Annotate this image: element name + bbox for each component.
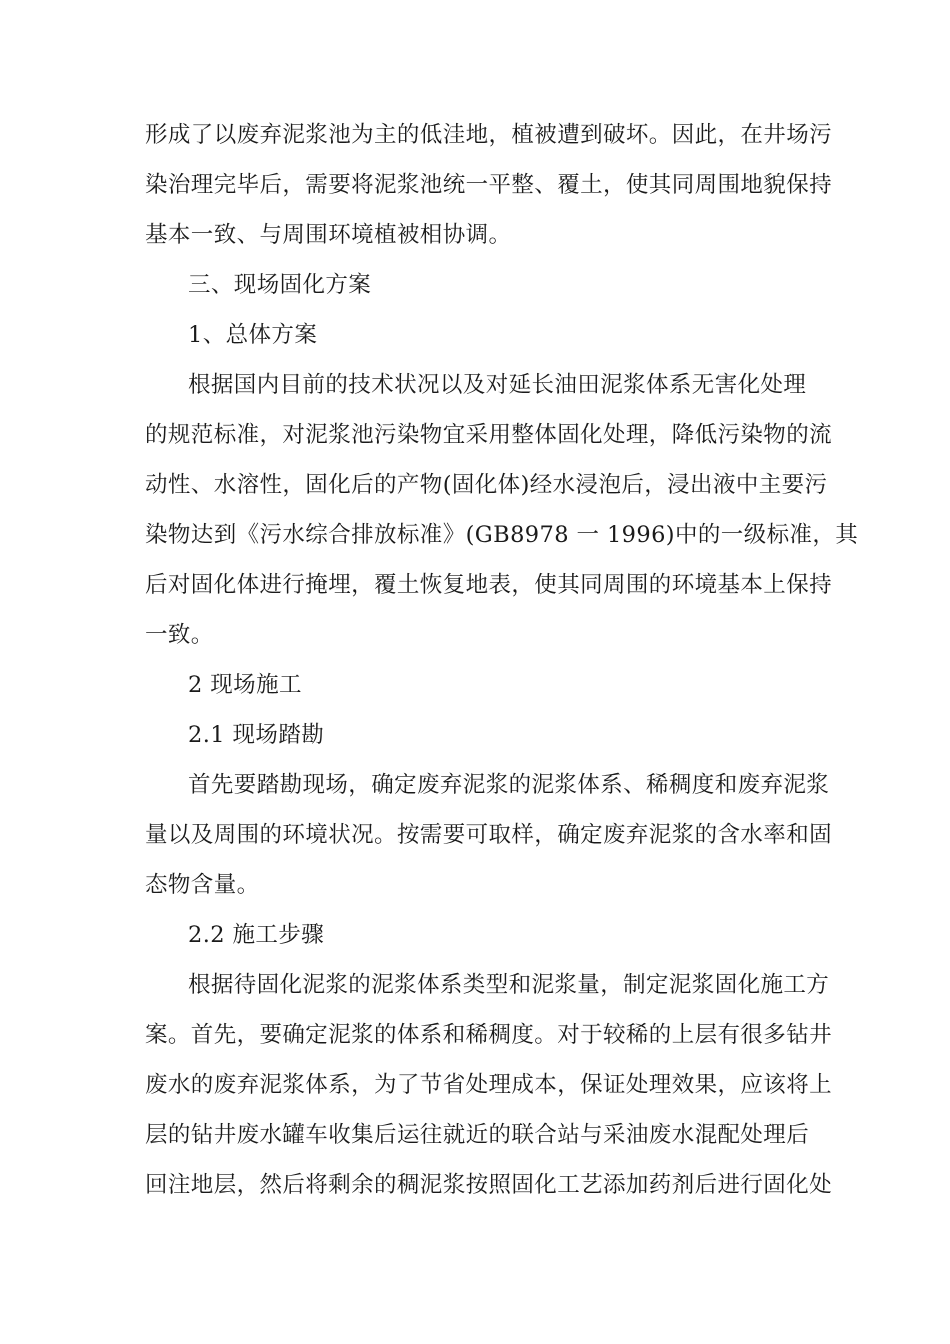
- paragraph-line: 层的钻井废水罐车收集后运往就近的联合站与采油废水混配处理后: [145, 1122, 810, 1148]
- paragraph-line: 回注地层，然后将剩余的稠泥浆按照固化工艺添加药剂后进行固化处: [145, 1172, 833, 1198]
- section-heading: 三、现场固化方案: [188, 272, 372, 298]
- paragraph-line: 案。首先，要确定泥浆的体系和稀稠度。对于较稀的上层有很多钻井: [145, 1022, 833, 1048]
- paragraph-line: 废水的废弃泥浆体系，为了节省处理成本，保证处理效果，应该将上: [145, 1072, 833, 1098]
- paragraph-line: 首先要踏勘现场，确定废弃泥浆的泥浆体系、稀稠度和废弃泥浆: [188, 772, 830, 798]
- paragraph-line: 基本一致、与周围环境植被相协调。: [145, 222, 512, 248]
- paragraph-line: 根据国内目前的技术状况以及对延长油田泥浆体系无害化处理: [188, 372, 807, 398]
- paragraph-line: 形成了以废弃泥浆池为主的低洼地，植被遭到破坏。因此，在井场污: [145, 122, 833, 148]
- paragraph-line: 染治理完毕后，需要将泥浆池统一平整、覆土，使其同周围地貌保持: [145, 172, 833, 198]
- paragraph-line: 的规范标准，对泥浆池污染物宜采用整体固化处理，降低污染物的流: [145, 422, 833, 448]
- subsection-heading: 1、总体方案: [188, 322, 318, 348]
- paragraph-line: 动性、水溶性，固化后的产物(固化体)经水浸泡后，浸出液中主要污: [145, 472, 828, 498]
- subsection-heading: 2.1 现场踏勘: [188, 722, 325, 748]
- paragraph-line: 态物含量。: [145, 872, 260, 898]
- paragraph-line: 一致。: [145, 622, 214, 648]
- paragraph-line: 染物达到《污水综合排放标准》(GB8978 一 1996)中的一级标准，其: [145, 522, 859, 548]
- paragraph-line: 根据待固化泥浆的泥浆体系类型和泥浆量，制定泥浆固化施工方: [188, 972, 830, 998]
- section-heading: 2 现场施工: [188, 672, 302, 698]
- paragraph-line: 量以及周围的环境状况。按需要可取样，确定废弃泥浆的含水率和固: [145, 822, 833, 848]
- paragraph-line: 后对固化体进行掩埋，覆土恢复地表，使其同周围的环境基本上保持: [145, 572, 833, 598]
- subsection-heading: 2.2 施工步骤: [188, 922, 325, 948]
